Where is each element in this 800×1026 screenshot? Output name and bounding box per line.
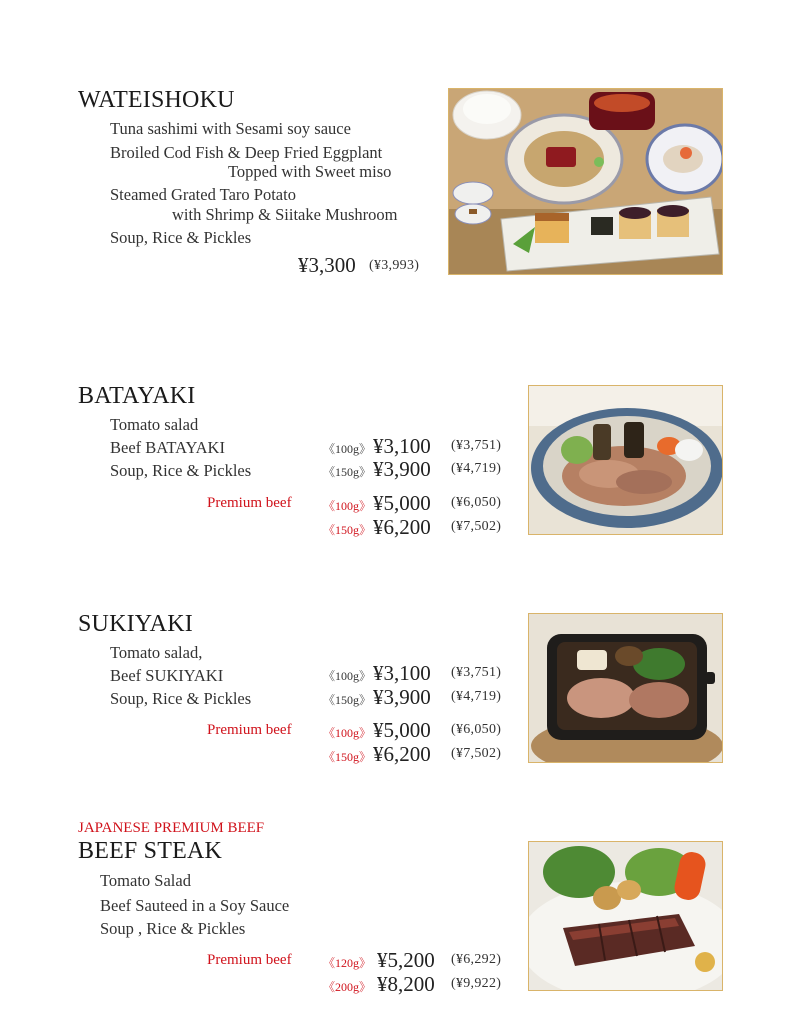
wateishoku-item-3: Topped with Sweet miso — [228, 162, 392, 181]
sukiyaki-tax-150: (¥4,719) — [451, 689, 502, 704]
steak-premium-label: Premium beef — [207, 952, 292, 968]
wateishoku-item-4: Steamed Grated Taro Potato — [110, 185, 296, 204]
sukiyaki-size-150: 《150g》 — [323, 693, 372, 707]
wateishoku-item-6: Soup, Rice & Pickles — [110, 228, 252, 247]
batayaki-item-1: Tomato salad — [110, 415, 199, 434]
steak-item-1: Tomato Salad — [100, 871, 191, 890]
steak-premium-tax-200: (¥9,922) — [451, 976, 502, 991]
steak-premium-tax-120: (¥6,292) — [451, 952, 502, 967]
batayaki-premium-price-100: ¥5,000 — [373, 491, 431, 515]
batayaki-size-100: 《100g》 — [323, 442, 372, 456]
sukiyaki-tax-100: (¥3,751) — [451, 665, 502, 680]
sukiyaki-item-2: Beef SUKIYAKI — [110, 666, 224, 685]
batayaki-tax-100: (¥3,751) — [451, 438, 502, 453]
sukiyaki-size-100: 《100g》 — [323, 669, 372, 683]
batayaki-tax-150: (¥4,719) — [451, 461, 502, 476]
sukiyaki-premium-size-100: 《100g》 — [323, 726, 372, 740]
wateishoku-tax-price: (¥3,993) — [369, 258, 420, 273]
batayaki-size-150: 《150g》 — [323, 465, 372, 479]
batayaki-premium-size-150: 《150g》 — [323, 523, 372, 537]
sukiyaki-photo — [528, 613, 723, 763]
wateishoku-price: ¥3,300 — [298, 253, 356, 277]
sukiyaki-price-150: ¥3,900 — [373, 685, 431, 709]
sukiyaki-premium-size-150: 《150g》 — [323, 750, 372, 764]
steak-premium-price-120: ¥5,200 — [377, 948, 435, 972]
steak-premium-size-200: 《200g》 — [323, 980, 372, 994]
batayaki-premium-price-150: ¥6,200 — [373, 515, 431, 539]
wateishoku-title: WATEISHOKU — [78, 87, 235, 113]
steak-kicker: JAPANESE PREMIUM BEEF — [78, 820, 265, 836]
sukiyaki-item-1: Tomato salad, — [110, 643, 203, 662]
batayaki-photo — [528, 385, 723, 535]
sukiyaki-premium-price-100: ¥5,000 — [373, 718, 431, 742]
sukiyaki-premium-tax-100: (¥6,050) — [451, 722, 502, 737]
sukiyaki-premium-label: Premium beef — [207, 722, 292, 738]
sukiyaki-premium-price-150: ¥6,200 — [373, 742, 431, 766]
sukiyaki-title: SUKIYAKI — [78, 611, 193, 637]
batayaki-title: BATAYAKI — [78, 383, 196, 409]
batayaki-premium-label: Premium beef — [207, 495, 292, 511]
sukiyaki-item-3: Soup, Rice & Pickles — [110, 689, 252, 708]
wateishoku-photo — [448, 88, 723, 275]
wateishoku-item-2: Broiled Cod Fish & Deep Fried Eggplant — [110, 143, 383, 162]
wateishoku-item-5: with Shrimp & Siitake Mushroom — [172, 205, 398, 224]
batayaki-item-2: Beef BATAYAKI — [110, 438, 225, 457]
sukiyaki-price-100: ¥3,100 — [373, 661, 431, 685]
steak-item-2: Beef Sauteed in a Soy Sauce — [100, 896, 290, 915]
steak-premium-size-120: 《120g》 — [323, 956, 372, 970]
batayaki-premium-size-100: 《100g》 — [323, 499, 372, 513]
batayaki-price-150: ¥3,900 — [373, 457, 431, 481]
steak-photo — [528, 841, 723, 991]
batayaki-premium-tax-100: (¥6,050) — [451, 495, 502, 510]
steak-item-3: Soup , Rice & Pickles — [100, 919, 246, 938]
sukiyaki-premium-tax-150: (¥7,502) — [451, 746, 502, 761]
steak-premium-price-200: ¥8,200 — [377, 972, 435, 996]
wateishoku-item-1: Tuna sashimi with Sesami soy sauce — [110, 119, 351, 138]
batayaki-item-3: Soup, Rice & Pickles — [110, 461, 252, 480]
batayaki-premium-tax-150: (¥7,502) — [451, 519, 502, 534]
batayaki-price-100: ¥3,100 — [373, 434, 431, 458]
steak-title: BEEF STEAK — [78, 838, 223, 864]
